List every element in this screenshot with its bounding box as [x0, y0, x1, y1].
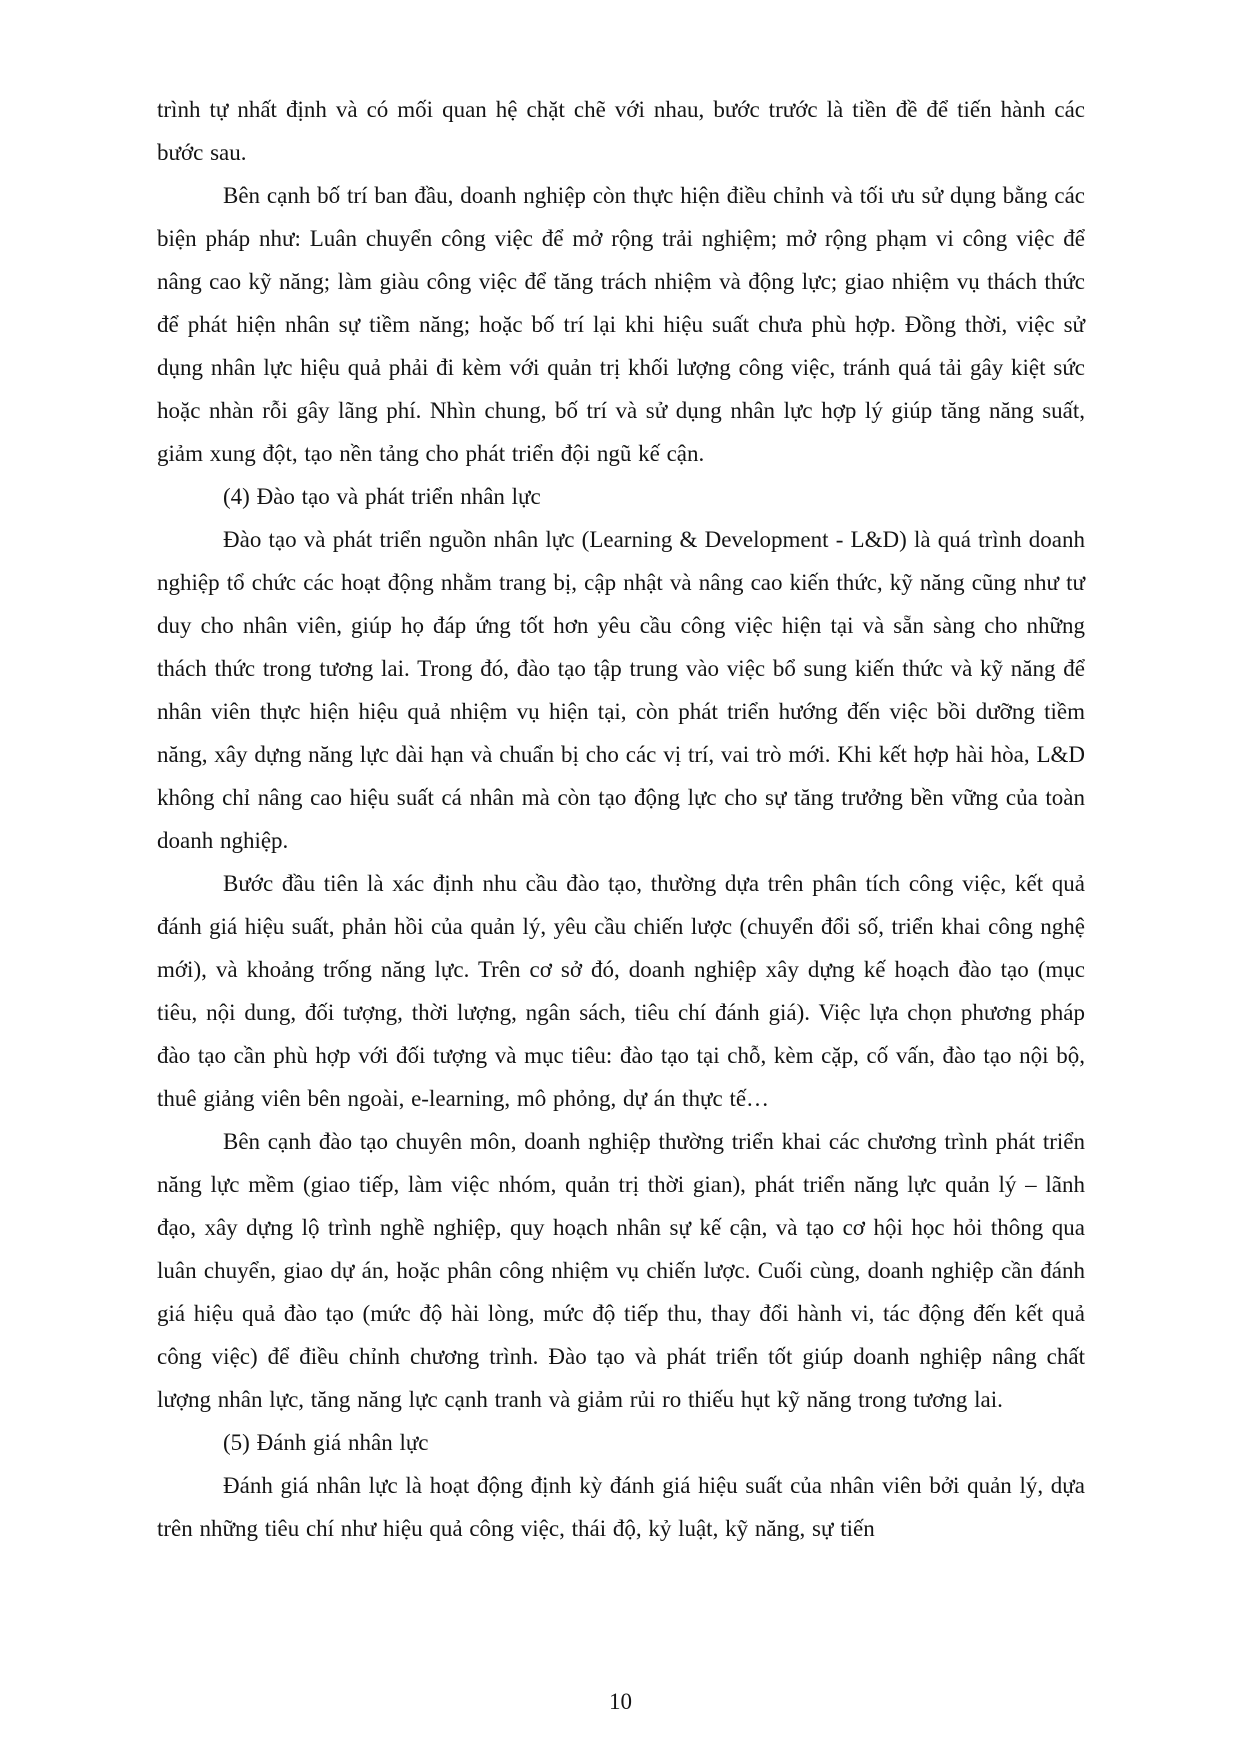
paragraph: Đào tạo và phát triển nguồn nhân lực (Learning & Development - L&D) là quá trình doanh nghiệp tổ chức các hoạt động nhằm trang bị, cập nhật và nâng cao kiến thức, kỹ năng cũng như tư duy cho nhân viên, giúp họ đáp ứng tốt hơn yêu cầu công việc hiện tại và sẵn sàng cho những thách thức trong tương lai. Trong đó, đào tạo tập trung vào việc bổ sung kiến thức và kỹ năng để nhân viên thực hiện hiệu quả nhiệm vụ hiện tại, còn phát triển hướng đến việc bồi dưỡng tiềm năng, xây dựng năng lực dài hạn và chuẩn bị cho các vị trí, vai trò mới. Khi kết hợp hài hòa, L&D không chỉ nâng cao hiệu suất cá nhân mà còn tạo động lực cho sự tăng trưởng bền vững của toàn doanh nghiệp.: [157, 527, 1085, 853]
page-number: 10: [609, 1689, 632, 1714]
heading-item-5: (5) Đánh giá nhân lực: [223, 1430, 429, 1455]
paragraph: Bên cạnh bố trí ban đầu, doanh nghiệp còn thực hiện điều chỉnh và tối ưu sử dụng bằng các biện pháp như: Luân chuyển công việc để mở rộng trải nghiệm; mở rộng phạm vi công việc để nâng cao kỹ năng; làm giàu công việc để tăng trách nhiệm và động lực; giao nhiệm vụ thách thức để phát hiện nhân sự tiềm năng; hoặc bố trí lại khi hiệu suất chưa phù hợp. Đồng thời, việc sử dụng nhân lực hiệu quả phải đi kèm với quản trị khối lượng công việc, tránh quá tải gây kiệt sức hoặc nhàn rỗi gây lãng phí. Nhìn chung, bố trí và sử dụng nhân lực hợp lý giúp tăng năng suất, giảm xung đột, tạo nền tảng cho phát triển đội ngũ kế cận.: [157, 183, 1085, 466]
paragraph: Bước đầu tiên là xác định nhu cầu đào tạo, thường dựa trên phân tích công việc, kết quả đánh giá hiệu suất, phản hồi của quản lý, yêu cầu chiến lược (chuyển đổi số, triển khai công nghệ mới), và khoảng trống năng lực. Trên cơ sở đó, doanh nghiệp xây dựng kế hoạch đào tạo (mục tiêu, nội dung, đối tượng, thời lượng, ngân sách, tiêu chí đánh giá). Việc lựa chọn phương pháp đào tạo cần phù hợp với đối tượng và mục tiêu: đào tạo tại chỗ, kèm cặp, cố vấn, đào tạo nội bộ, thuê giảng viên bên ngoài, e-learning, mô phỏng, dự án thực tế…: [157, 871, 1085, 1111]
heading-item-4: (4) Đào tạo và phát triển nhân lực: [223, 484, 541, 509]
paragraph-continuation: trình tự nhất định và có mối quan hệ chặt chẽ với nhau, bước trước là tiền đề để tiến hành các bước sau.: [157, 97, 1085, 165]
paragraph: Bên cạnh đào tạo chuyên môn, doanh nghiệp thường triển khai các chương trình phát triển năng lực mềm (giao tiếp, làm việc nhóm, quản trị thời gian), phát triển năng lực quản lý – lãnh đạo, xây dựng lộ trình nghề nghiệp, quy hoạch nhân sự kế cận, và tạo cơ hội học hỏi thông qua luân chuyển, giao dự án, hoặc phân công nhiệm vụ chiến lược. Cuối cùng, doanh nghiệp cần đánh giá hiệu quả đào tạo (mức độ hài lòng, mức độ tiếp thu, thay đổi hành vi, tác động đến kết quả công việc) để điều chỉnh chương trình. Đào tạo và phát triển tốt giúp doanh nghiệp nâng chất lượng nhân lực, tăng năng lực cạnh tranh và giảm rủi ro thiếu hụt kỹ năng trong tương lai.: [157, 1129, 1085, 1412]
paragraph: Đánh giá nhân lực là hoạt động định kỳ đánh giá hiệu suất của nhân viên bởi quản lý, dựa trên những tiêu chí như hiệu quả công việc, thái độ, kỷ luật, kỹ năng, sự tiến: [157, 1473, 1085, 1541]
text-body: [157, 88, 1085, 1550]
